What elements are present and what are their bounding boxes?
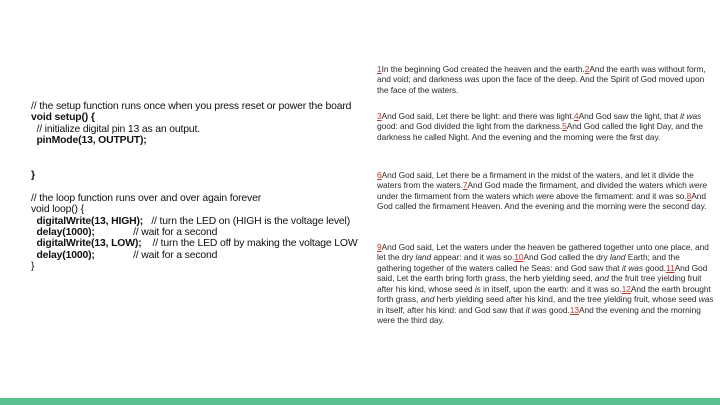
verse-text: in itself, upon the earth: and it was so. [480, 283, 622, 294]
text-block-2 [377, 111, 715, 142]
code-comment: } [31, 261, 35, 273]
verse-number: 13 [569, 304, 579, 315]
code-statement: digitalWrite(13, LOW); [31, 238, 142, 250]
code-comment: // wait for a second [94, 226, 218, 238]
italic-word: were [689, 180, 707, 191]
verse-text: And God said, Let the earth bring forth grass, the herb yielding seed, [377, 262, 708, 284]
bottom-accent-bar [0, 398, 720, 405]
code-line [31, 193, 361, 204]
code-line [31, 238, 361, 249]
italic-word: and [595, 273, 609, 284]
italic-word: land [609, 252, 626, 263]
italic-word: and [420, 294, 435, 305]
verse-text: the fruit tree yielding fruit after his kind, whose seed [377, 273, 702, 294]
code-line [31, 216, 361, 227]
verse-number: 1 [377, 64, 382, 74]
verse-text: And God called the firmament Heaven. And the evening and the morning were the second day. [377, 190, 707, 212]
verse-number: 3 [377, 111, 382, 121]
verse-text: And God called the light Day, and the darkness he called Night. And the evening and the morning were the first day. [377, 121, 704, 142]
verse-text: upon the face of the deep. And the Spirit of God moved upon the face of the waters. [377, 74, 705, 95]
verse-number: 7 [462, 180, 468, 191]
code-line [31, 101, 361, 112]
verse-number: 2 [584, 64, 590, 74]
verse-text: And the earth was without form, and void; and darkness [377, 64, 706, 85]
code-comment: void loop() { [31, 204, 84, 216]
italic-word: it was [525, 304, 547, 315]
code-line [31, 204, 361, 215]
verse-text: And God called the dry [523, 252, 610, 263]
italic-word: land [415, 252, 432, 263]
code-line [31, 135, 361, 146]
code-statement: } [31, 169, 35, 181]
code-line [31, 124, 361, 135]
code-comment: // wait for a second [94, 249, 218, 261]
italic-word: it was [680, 111, 702, 121]
code-comment [31, 158, 34, 169]
verse-text: under the firmament from the waters which [377, 190, 536, 201]
verse-text: And God said, Let there be light: and there was light. [381, 111, 574, 121]
code-statement: pinMode(13, OUTPUT); [31, 135, 147, 147]
verse-number: 5 [562, 121, 567, 132]
verse-number: 11 [665, 262, 675, 273]
verse-text: good. [642, 262, 666, 273]
code-comment [31, 147, 34, 158]
text-block-3 [377, 170, 715, 212]
verse-number: 8 [686, 190, 692, 201]
code-line [31, 261, 361, 272]
code-line [31, 158, 361, 169]
verse-text: Earth; and the gathering together of the waters called he Seas: and God saw that [377, 252, 680, 273]
code-statement: digitalWrite(13, HIGH); [31, 215, 144, 227]
text-block-4 [377, 242, 715, 326]
verse-number: 10 [514, 252, 524, 263]
verse-number: 4 [574, 111, 579, 121]
verse-text: herb yielding seed after his kind, and the tree yielding fruit, whose seed [434, 294, 699, 305]
verse-number: 6 [377, 170, 382, 180]
verse-text: above the firmament: and it was so. [553, 190, 687, 201]
code-line [31, 250, 361, 261]
italic-word: was [464, 74, 480, 85]
code-line [31, 181, 361, 192]
verse-number: 12 [621, 283, 631, 294]
code-statement: void setup() { [31, 112, 95, 124]
verse-number: 9 [377, 242, 382, 252]
code-comment: // the setup function runs once when you press reset or power the board [31, 101, 352, 112]
verse-text: And God made the firmament, and divided the waters which [467, 180, 690, 191]
italic-word: were [535, 190, 554, 201]
code-line [31, 170, 361, 181]
code-snippet [31, 101, 361, 273]
code-line [31, 227, 361, 238]
code-comment: // turn the LED off by making the voltage LOW [141, 238, 358, 250]
code-statement: delay(1000); [31, 226, 95, 238]
code-line [31, 112, 361, 123]
verse-text: in itself, after his kind: and God saw that [377, 304, 526, 315]
code-comment [31, 181, 34, 192]
verse-text: good: and God divided the light from the darkness. [377, 121, 563, 132]
verse-text: good. [546, 304, 570, 315]
verse-text: And God saw the light, that [578, 111, 681, 121]
verse-text: And God said, Let there be a firmament in the midst of the waters, and let it divide the waters from the waters. [377, 170, 694, 191]
italic-word: was [698, 294, 714, 305]
code-comment: // initialize digital pin 13 as an output. [31, 123, 200, 135]
verse-text: And God said, Let the waters under the heaven be gathered together unto one place, and let the dry [377, 242, 709, 263]
italic-word: is [474, 283, 481, 294]
italic-word: it was [621, 262, 643, 273]
verse-text: appear: and it was so. [431, 252, 515, 263]
verse-text: And the earth brought forth grass, [377, 283, 711, 305]
text-block-1 [377, 64, 715, 95]
verse-text: In the beginning God created the heaven and the earth. [381, 64, 585, 74]
code-comment: // the loop function runs over and over again forever [31, 192, 262, 204]
code-statement: delay(1000); [31, 249, 95, 261]
verse-text: And the evening and the morning were the third day. [377, 304, 701, 326]
code-comment: // turn the LED on (HIGH is the voltage level) [143, 215, 351, 227]
code-line [31, 147, 361, 158]
